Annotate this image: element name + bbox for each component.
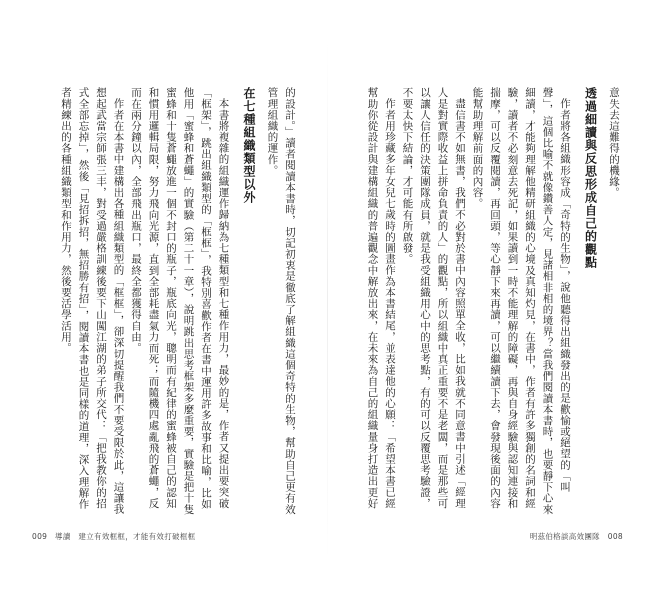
paragraph: 作者用珍藏多年女兒七歲時的圖畫作為本書結尾，並表達他的心願：「希望本書已經幫助你從設計與建構組織的普遍觀念中解放出來，在未來為自己的組織量身打造出更好 [366, 87, 396, 509]
section-heading: 透過細讀與反思形成自己的觀點 [583, 87, 598, 269]
left-page [0, 0, 327, 609]
paragraph: 本書將複雜的組織運作歸納為七種類型和七種作用力，最妙的是，作者又提出要突破「框架」，跳出組織類型的「框框」，我特別喜歡作者在書中運用許多故事和比喻，比如他用「蜜蜂和蒼蠅」的實驗（第二十一章），說明跳出思考框架多麼重要，實驗是把十隻蜜蜂和十隻蒼蠅放進一個不封口的瓶子，瓶底向光，聰明而有紀律的蜜蜂被自己的認知和慣用邏輯局限，努力飛向光源，直到全部耗盡氣力而死；而隨機四處亂飛的蒼蠅，反而在兩分鐘以內，全部飛出瓶口，最終全都獲得自由。 [130, 87, 230, 515]
paragraph: 作者將各組織形容成「奇特的生物」，說他聽得出組織發出的是歡愉或絕望的「叫聲」，這個比喻不就像鑽善人定，見諸相非相的境界？當我們閱讀本書時，也要靜下心來細讀，才能夠理解他精研組織的心境及真知灼見，在書中，作者有許多獨創的名詞和經驗，讀者不必刻意去死記，如果讀到一時不能理解的障礙，再與自身經驗與認知連接和揣摩，可以反覆閱讀，再回頭，等心靜下來再讀，可以繼續讀下去，會發現後面的內容能幫助理解前面的內容。 [471, 87, 571, 515]
right-page-text [350, 87, 622, 519]
paragraph: 盡信書不如無書，我們不必對於書中內容照單全收，比如我就不同意書中引述「經理人是對實際收益上拼命負責的人」的觀點，所以組織中真正重要不是老闆，而是那些可以讓人信任的決策團隊成員，就是我受組織用心中的思考點，有的可以反覆思考驗證，不要太快下結論，才可能有所啟發。 [401, 87, 466, 509]
right-page [328, 0, 655, 609]
paragraph: 意失去這難得的機緣。 [608, 87, 620, 198]
page-footer: 009 導讀 建立有效框框，才能有效打破框框 [32, 532, 196, 541]
left-page-text [48, 87, 298, 519]
paragraph: 的設計。」讀者閱讀本書時，切記初衷是徹底了解組織這個奇特的生物，幫助自己更有效管理組織的運作。 [266, 87, 296, 515]
paragraph: 作者在本書中建構出各種組織類型的「框框」，卻深切提醒我們不要受限於此，這讓我想起武當宗師張三丰，對受過嚴格訓練後要下山闖江湖的弟子所交代：「把我教你的招式全部忘掉」，然後「見招拆招，無招勝有招」，閱讀本書也是同樣的道理，深入理解作者精練出的各種組織類型和作用力，然後要活學活用。 [60, 87, 125, 515]
section-heading: 在七種組織類型以外 [242, 87, 256, 204]
page-footer: 明茲伯格談高效團隊 008 [529, 532, 623, 541]
